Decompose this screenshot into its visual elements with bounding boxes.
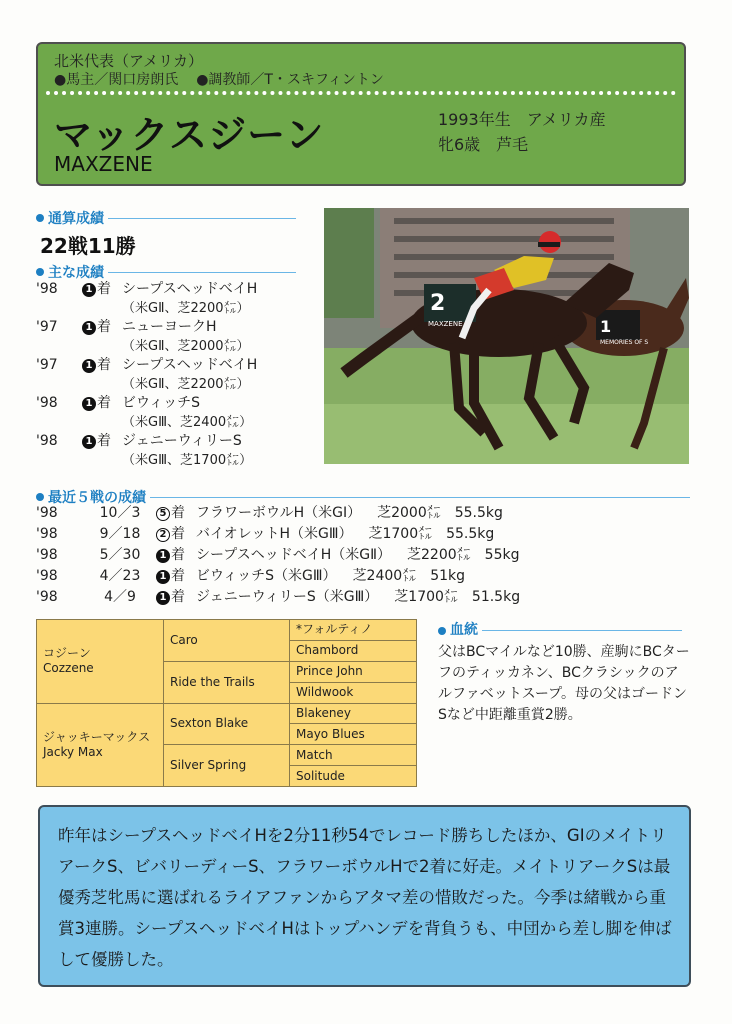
finish-circle: 1	[156, 591, 170, 605]
horse-name-japanese: マックスジーン	[54, 113, 325, 157]
distance: 芝2000㍍	[377, 505, 441, 521]
finish-suffix: 着	[171, 568, 185, 584]
race-photo-illustration	[324, 208, 689, 464]
race-name: シープスヘッドベイH	[122, 357, 258, 373]
pedigree-g3: Chambord	[290, 640, 417, 661]
recent-title-text: 最近５戦の成績	[48, 490, 146, 506]
pedigree-dam-dam: Silver Spring	[164, 745, 290, 787]
finish	[82, 394, 122, 413]
year: '98	[36, 547, 58, 563]
majors-section-title	[36, 262, 296, 282]
finish	[82, 318, 122, 337]
year: '97	[36, 357, 58, 373]
section-rule	[108, 218, 296, 219]
race-name: ジェニーウィリーS	[122, 433, 242, 449]
finish-suffix: 着	[97, 357, 111, 373]
finish-circle: 5	[156, 507, 170, 521]
saddle-number-left: 2	[430, 291, 446, 316]
race-detail: （米GⅢ、芝2400㍍）	[122, 415, 253, 430]
finish	[156, 587, 196, 608]
year: '98	[36, 281, 58, 297]
finish	[156, 503, 196, 524]
pedigree-sire-sire: Caro	[164, 620, 290, 662]
birth-info: 1993年生 アメリカ産	[438, 110, 606, 129]
horse-header	[36, 42, 686, 186]
horse-name-english: MAXZENE	[54, 152, 153, 176]
bloodline-title-text: 血統	[450, 622, 478, 638]
bloodline-section-title	[438, 620, 690, 641]
pedigree-g3: Prince John	[290, 661, 417, 682]
bloodline-text: 父はBCマイルなど10勝、産駒にBCターフのティッカネン、BCクラシックのアルファベットスープ。母の父はゴードンSなど中距離重賞2勝。	[438, 644, 690, 723]
owner-label: ●馬主／関口房朗氏	[54, 72, 179, 88]
pedigree-sire	[37, 620, 164, 704]
year: '98	[36, 568, 58, 584]
trainer-label: ●調教師／T・スキフィントン	[196, 72, 384, 88]
race-photo	[324, 208, 689, 464]
saddle-number-right: 1	[600, 317, 612, 336]
race-name: シープスヘッドベイH	[122, 281, 258, 297]
pedigree-table	[36, 619, 417, 787]
weight: 55.5kg	[446, 526, 495, 542]
sire-name: コジーン Cozzene	[43, 646, 94, 676]
career-section-title	[36, 208, 296, 228]
finish	[82, 432, 122, 451]
recent-results	[36, 503, 520, 608]
race-name: ジェニーウィリーS（米GⅢ）	[196, 589, 379, 605]
list-item	[36, 356, 322, 394]
pedigree-dam-sire: Sexton Blake	[164, 703, 290, 745]
pedigree-g3: Blakeney	[290, 703, 417, 724]
bullet-icon	[438, 627, 446, 635]
finish-circle: 1	[156, 549, 170, 563]
finish-suffix: 着	[97, 319, 111, 335]
race-name: ニューヨークH	[122, 319, 217, 335]
finish-suffix: 着	[171, 505, 185, 521]
finish-circle: 1	[82, 397, 96, 411]
pedigree-g3: Solitude	[290, 766, 417, 787]
year: '98	[36, 505, 58, 521]
finish-suffix: 着	[171, 526, 185, 542]
year: '98	[36, 526, 58, 542]
table-row	[36, 587, 520, 608]
finish	[156, 524, 196, 545]
finish-circle: 1	[82, 359, 96, 373]
owner-trainer-line	[54, 69, 384, 89]
race-detail: （米GⅡ、芝2000㍍）	[122, 339, 250, 354]
date: 5／30	[99, 547, 141, 563]
year: '98	[36, 433, 58, 449]
weight: 55kg	[484, 547, 520, 563]
finish-circle: 1	[82, 321, 96, 335]
table-row	[36, 524, 520, 545]
race-detail: （米GⅡ、芝2200㍍）	[122, 377, 250, 392]
pedigree-g3: Match	[290, 745, 417, 766]
comment-box: 昨年はシープスヘッドベイHを2分11秒54でレコード勝ちしたほか、GIのメイトリアークS、ビバリーディーS、フラワーボウルHで2着に好走。メイトリアークSは最優秀芝牝馬に選ばれるライアファンからアタマ差の惜敗だった。今季は緒戦から重賞3連勝。シープスヘッドベイHはトップハンデを背負うも、中団から差し脚を伸ばして優勝した。	[38, 805, 691, 987]
section-rule	[108, 272, 296, 273]
finish-circle: 2	[156, 528, 170, 542]
finish-suffix: 着	[171, 547, 185, 563]
finish-suffix: 着	[97, 433, 111, 449]
distance: 芝2400㍍	[352, 568, 417, 584]
finish-circle: 1	[156, 570, 170, 584]
finish-circle: 1	[82, 435, 96, 449]
race-detail: （米GⅢ、芝1700㍍）	[122, 453, 253, 468]
major-wins-list	[36, 280, 322, 470]
race-name: シープスヘッドベイH（米GⅡ）	[196, 547, 392, 563]
race-detail: （米GⅡ、芝2200㍍）	[122, 301, 250, 316]
finish-suffix: 着	[171, 589, 185, 605]
weight: 55.5kg	[454, 505, 503, 521]
race-name: フラワーボウルH（米GI）	[196, 505, 362, 521]
pedigree-g3: Mayo Blues	[290, 724, 417, 745]
dam-name: ジャッキーマックス Jacky Max	[43, 729, 151, 759]
pedigree-g3: Wildwook	[290, 682, 417, 703]
sex-age-color: 牝6歳 芦毛	[438, 135, 529, 154]
finish-circle: 1	[82, 283, 96, 297]
bloodline-section	[438, 620, 690, 726]
bullet-icon	[36, 493, 44, 501]
career-record: 22戦11勝	[40, 234, 136, 258]
table-row	[36, 545, 520, 566]
race-name: バイオレットH（米GⅢ）	[196, 526, 353, 542]
race-name: ビウィッチS（米GⅢ）	[196, 568, 337, 584]
career-title-text: 通算成績	[48, 211, 104, 227]
year: '97	[36, 319, 58, 335]
saddle-name-right: MEMORIES OF S	[600, 339, 649, 346]
year: '98	[36, 395, 58, 411]
list-item	[36, 394, 322, 432]
date: 4／9	[104, 589, 136, 605]
list-item	[36, 280, 322, 318]
date: 4／23	[99, 568, 141, 584]
finish	[156, 545, 196, 566]
table-row	[36, 503, 520, 524]
bullet-icon	[36, 268, 44, 276]
distance: 芝2200㍍	[407, 547, 471, 563]
race-name: ビウィッチS	[122, 395, 201, 411]
list-item	[36, 432, 322, 470]
table-row	[36, 566, 520, 587]
dotted-divider	[46, 91, 676, 95]
weight: 51.5kg	[471, 589, 521, 605]
bullet-icon	[36, 214, 44, 222]
weight: 51kg	[430, 568, 466, 584]
finish-suffix: 着	[97, 281, 111, 297]
section-rule	[150, 497, 690, 498]
date: 10／3	[99, 505, 141, 521]
distance: 芝1700㍍	[394, 589, 458, 605]
finish	[82, 356, 122, 375]
year: '98	[36, 589, 58, 605]
saddle-name-left: MAXZENE	[428, 320, 463, 328]
distance: 芝1700㍍	[368, 526, 433, 542]
majors-title-text: 主な成績	[48, 265, 104, 281]
region-label: 北米代表（アメリカ）	[54, 52, 203, 70]
finish-suffix: 着	[97, 395, 111, 411]
finish	[82, 280, 122, 299]
date: 9／18	[99, 526, 141, 542]
section-rule	[482, 630, 682, 631]
pedigree-g3: *フォルティノ	[290, 620, 417, 641]
list-item	[36, 318, 322, 356]
pedigree-sire-dam: Ride the Trails	[164, 661, 290, 703]
pedigree-dam	[37, 703, 164, 787]
finish	[156, 566, 196, 587]
